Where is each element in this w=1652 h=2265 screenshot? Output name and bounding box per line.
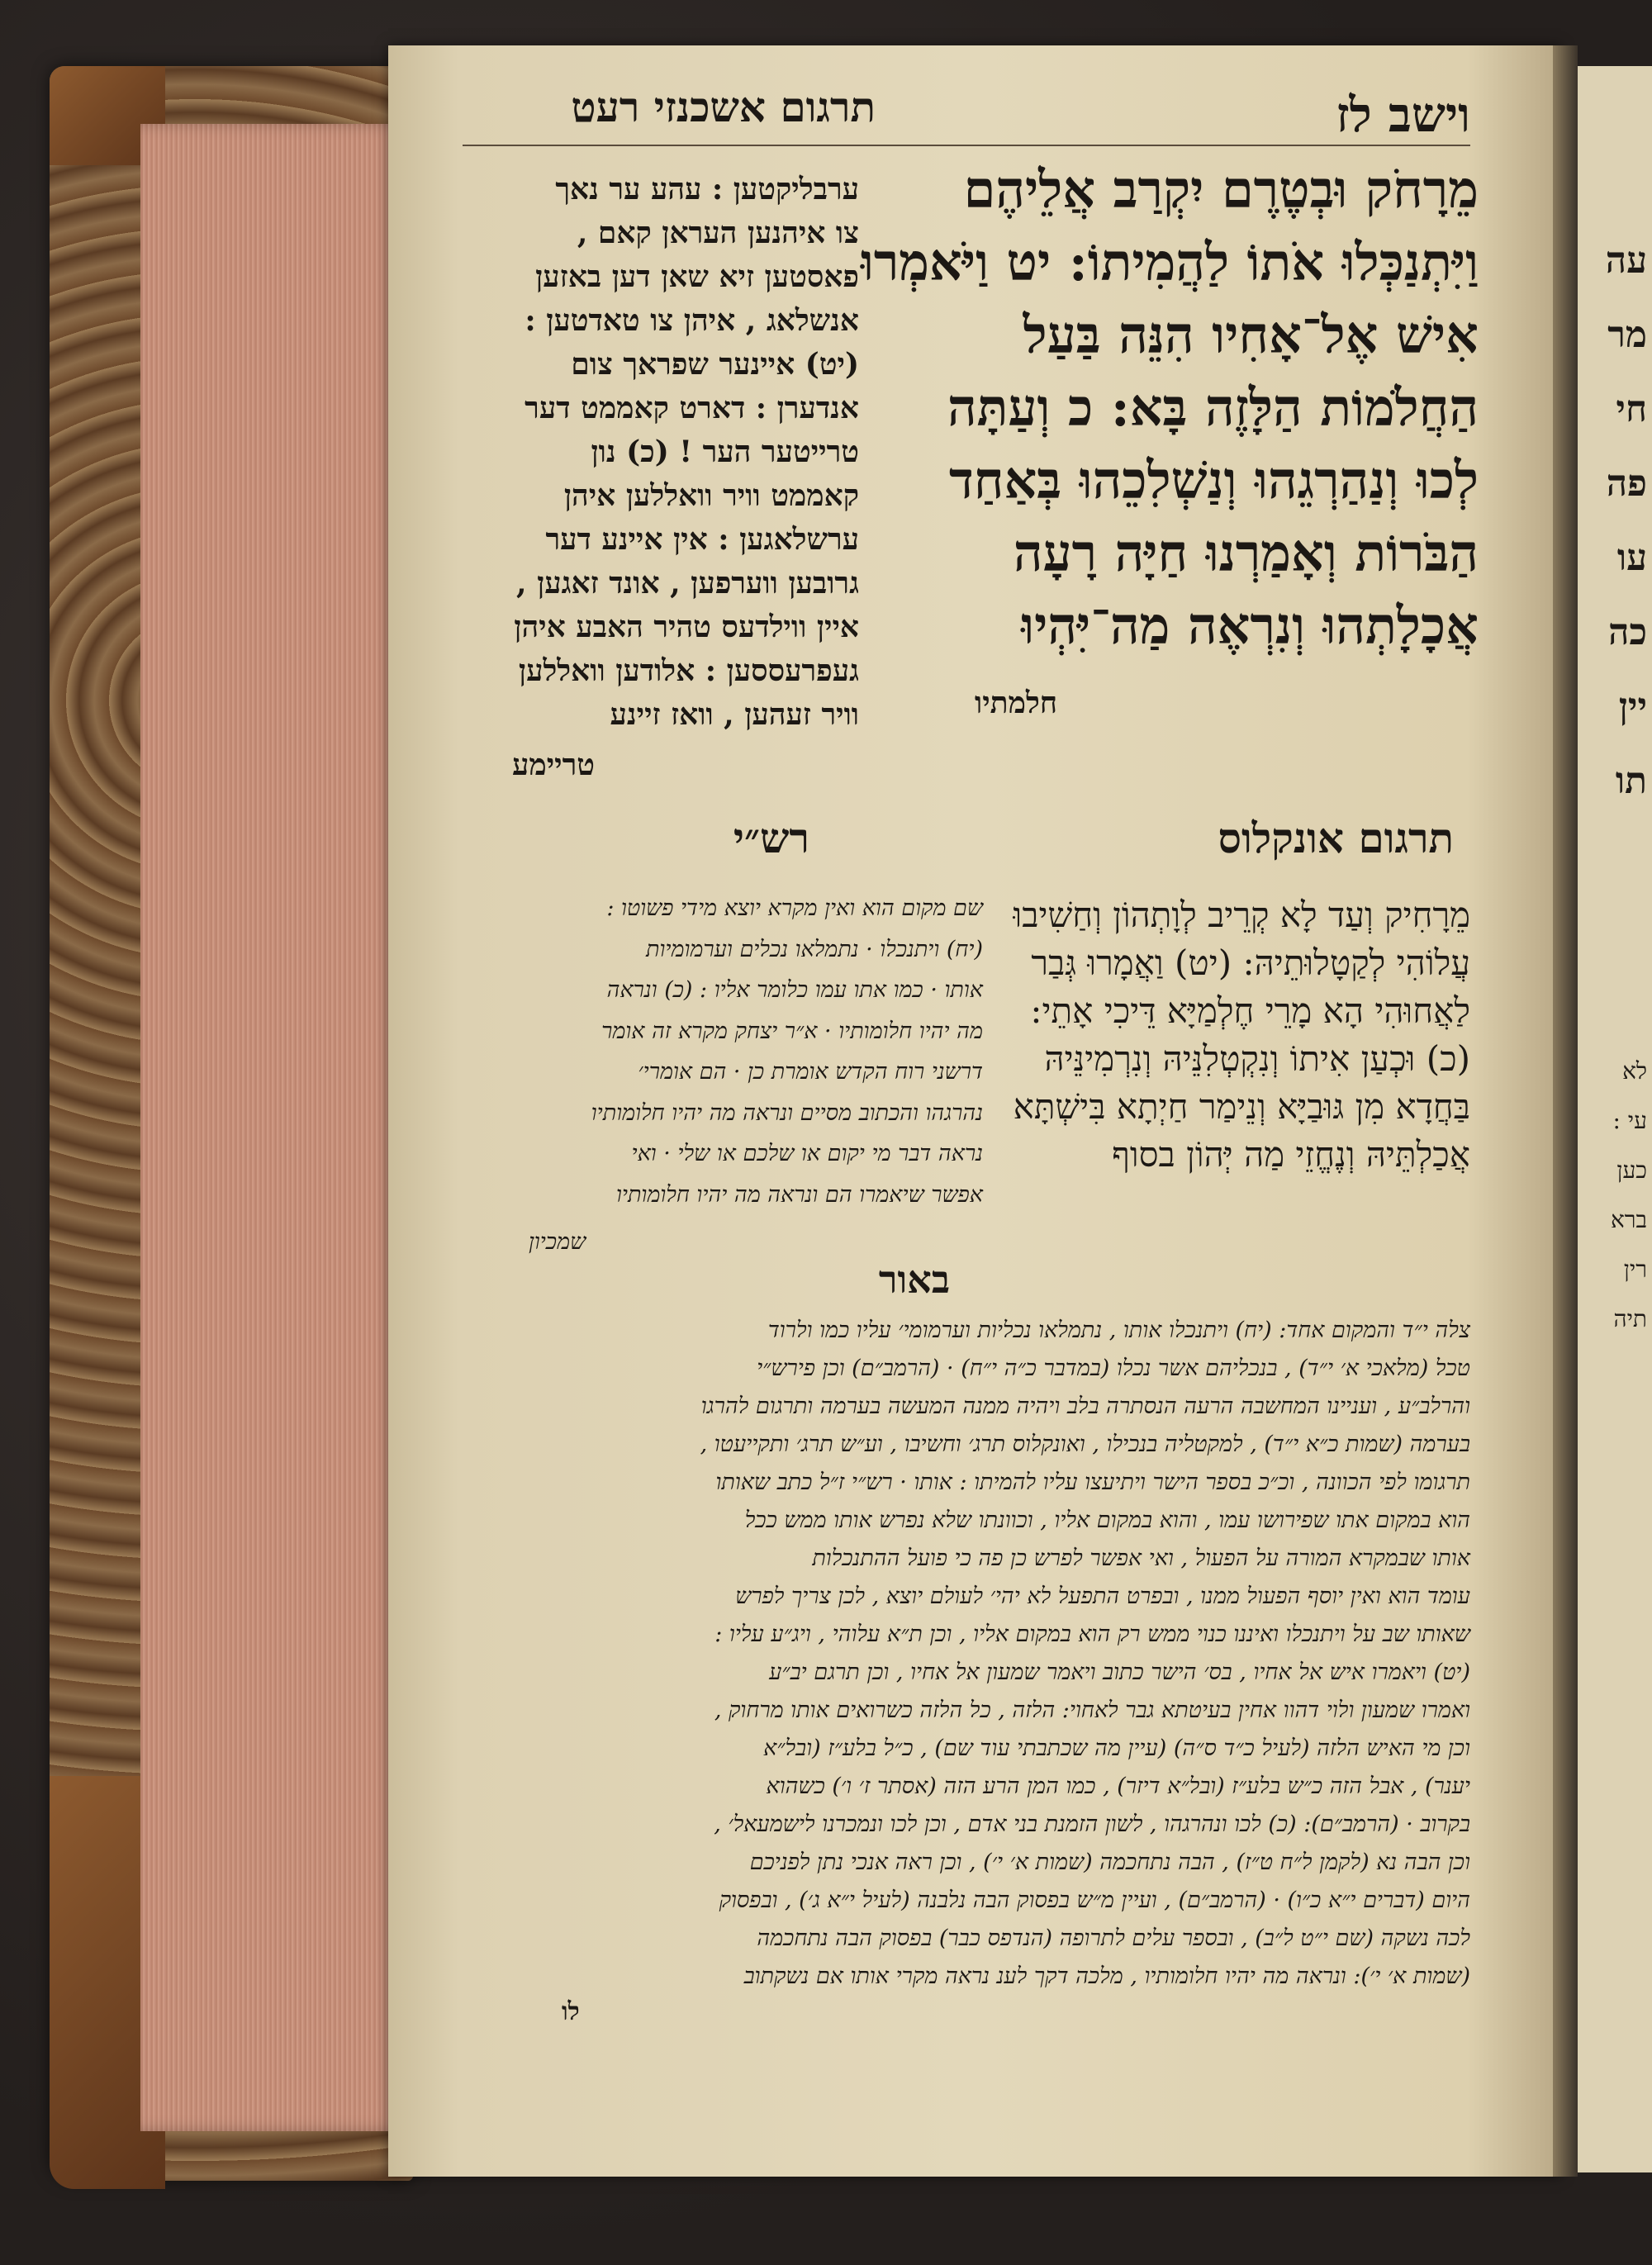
- biur-line: טכל (מלאכי א׳ י״ד) , בנכליהם אשר נכלו (במדבר כ״ה י״ח) · (הרמב״ם) וכן פירש״י: [757, 1356, 1470, 1381]
- rashi-line: (יח) ויתנכלו · נתמלאו נכלים וערמומיות: [646, 936, 983, 962]
- rashi-line: מה יהיו חלומותיו · א״ר יצחק מקרא זה אומר: [601, 1018, 983, 1044]
- german-line: וויר זעהען , וואז זיינע: [610, 697, 859, 732]
- rashi-line: דרשני רוח הקדש אומרת כן · הם אומרי׳: [638, 1059, 983, 1085]
- rashi-catchword: שמכיון: [529, 1229, 586, 1255]
- onkelos-line: עֲלוֹהִי לְקַטָלוּתֵיהּ: (יט) וַאֲמָרוּ גְּבַר: [1031, 943, 1470, 983]
- header-rule: [463, 145, 1470, 146]
- german-line: פאסטען זיא שאן דען באזען: [535, 259, 859, 294]
- german-line: אנשלאג , איהן צו טאדטען :: [525, 303, 859, 338]
- rashi-line: נראה דבר מי יקום או שלכם או שלי · ואי: [631, 1141, 983, 1166]
- rashi-heading: רש״י: [733, 814, 809, 862]
- onkelos-line: אֲכַלְתֵּיהּ וְנֶחֱזֵי מַה יְּהוֹן בסוף: [1112, 1134, 1470, 1175]
- biur-line: יענר) , אבל הזה כ״ש בלע״ז (ובל״א דיזר) , כמו המן הרע הזה (אסתר ז׳ ו׳) כשהוא: [766, 1774, 1470, 1799]
- verse-catchword: חלמתיו: [975, 686, 1058, 720]
- german-line: אנדערן : דארט קאממט דער: [525, 391, 859, 425]
- german-line: ערבליקטען : עהע ער נאך: [555, 172, 859, 207]
- rashi-line: נהרגהו והכתוב מסיים ונראה מה יהיו חלומותיו: [591, 1099, 983, 1126]
- biur-line: עומד הוא ואין יוסף הפעול ממנו , ובפרט התפעל לא יהי׳ לעולם יוצא , לכן צריך לפרש: [735, 1584, 1470, 1609]
- rashi-line: אפשר שיאמרו הם ונראה מה יהיו חלומותיו: [615, 1181, 983, 1208]
- german-line: צו איהנען העראן קאם ,: [577, 216, 859, 250]
- verse-line: אִישׁ אֶל־אָחִיו הִנֵּה בַּעַל: [1023, 305, 1479, 365]
- parasha-heading: וישב לז: [1336, 87, 1470, 143]
- verse-line: לְכוּ וְנַהַרְגֵהוּ וְנַשְׁלִכֵהוּ בְּאַחַד: [948, 450, 1479, 510]
- biur-line: היום (דברים י״א כ״ו) · (הרמב״ם) , ועיין מ״ש בפסוק הבה נלבנה (לעיל י״א ג׳) , ובפסוק: [719, 1888, 1470, 1913]
- german-line: געפרעססען : אלודען וואללען: [518, 653, 859, 688]
- german-line: טרייטער הער ! (כ) נון: [591, 434, 859, 469]
- biur-line: בקרוב · (הרמב״ם): (כ) לכו ונהרגהו , לשון הזמנת בני אדם , וכן לכו ונמכרנו לישמעאל׳ ,: [714, 1812, 1470, 1837]
- verse-line: הַחֲלֹמוֹת הַלָּזֶה בָּא: כ וְעַתָּה: [947, 378, 1479, 438]
- biur-line: (שמות א׳ י׳): ונראה מה יהיו חלומותיו , מלכה דקך לענ נראה מקרי אותו אם נשקתוב: [743, 1963, 1470, 1989]
- biur-line: (יט) ויאמרו איש אל אחיו , בס׳ הישר כתוב ויאמר שמעון אל אחיו , וכן תרגם יב״ע: [769, 1660, 1470, 1685]
- german-line: גרובען ווערפען , אונד זאגען ,: [516, 566, 859, 601]
- biur-line: וכן מי האיש הלזה (לעיל כ״ד ס״ה) (עיין מה שכתבתי עוד שם) , כ״ל בלע״ז (ובל״א: [763, 1736, 1470, 1761]
- biur-line: וכן הבה נא (לקמן ל״ח ט״ז) , הבה נתחכמה (שמות א׳ י׳) , וכן ראה אנכי נתן לפניכם: [749, 1850, 1470, 1875]
- biur-line: לכה נשקה (שם י״ט ל״ב) , ובספר עלים לתרופה (הנדפס כבר) בפסוק הבה נתחכמה: [757, 1925, 1470, 1951]
- biur-heading: באור: [878, 1257, 950, 1302]
- biur-line: בערמה (שמות כ״א י״ד) , למקטליה בנכילו , ואונקלוס תרג׳ וחשיבו , וע״ש תרג׳ ותקייעטו ,: [700, 1432, 1470, 1457]
- biur-line: הוא במקום אתו שפירושו עמו , והוא במקום אליו , וכוונתו שלא נפרש אותו ממש ככל: [744, 1508, 1470, 1533]
- book-gutter: [1553, 45, 1578, 2177]
- onkelos-line: בַּחֲדָא מִן גּוּבַיָּא וְנֵימַר חַיְתָא בִּישְׁתָּא: [1013, 1086, 1470, 1127]
- biur-line: והרלב״ע , ועניינו המחשבה הרעה הנסתרה בלב ויהיה ממנה המעשה בערמה ותרגום להרגו: [700, 1394, 1470, 1419]
- verse-line: מֵרָחֹק וּבְטֶרֶם יִקְרַב אֲלֵיהֶם: [963, 159, 1479, 220]
- verse-line: הַבֹּרוֹת וְאָמַרְנוּ חַיָּה רָעָה: [1013, 523, 1479, 583]
- biur-line: צלה י״ד והמקום אחד: (יח) ויתנכלו אותו , נתמלאו נכליות וערמומי׳ עליו כמו ולרוד: [767, 1318, 1470, 1343]
- onkelos-line: לַאֲחוּהִי הָא מָרֵי חֶלְמַיָּא דֵּיכִי אָתֵי:: [1030, 990, 1470, 1031]
- biur-line: תרגומו לפי הכוונה , וכ״כ בספר הישר ויתיעצו עליו להמיתו : אותו · רש״י ז״ל כתב שאותו: [715, 1470, 1470, 1495]
- biur-line: ואמרו שמעון ולוי דהוו אחין בעיטתא גבר לאחוי: הלזה , כל הלזה כשרואים אותו מרחוק ,: [714, 1698, 1470, 1723]
- biur-catchword: לו: [562, 1997, 580, 2026]
- verse-line: אֲכָלָתְהוּ וְנִרְאֶה מַה־יִּהְיוּ: [1021, 596, 1479, 656]
- onkelos-line: מֵרָחִיק וְעַד לָא קְרֵיב לְוָתְהוֹן וְחַשִׁיבוּ: [1013, 895, 1470, 935]
- rashi-line: שם מקום הוא ואין מקרא יוצא מידי פשוטו :: [606, 895, 983, 921]
- biur-line: שאותו שב על ויתנכלו ואיננו כנוי ממש רק הוא במקום אליו , וכן ת״א עלוהי , ויג״ע עליו :: [714, 1622, 1470, 1647]
- german-line: קאממט וויר וואללען איהן: [563, 478, 859, 513]
- german-translation-heading: תרגום אשכנזי רעט: [571, 83, 876, 131]
- onkelos-heading: תרגום אונקלוס: [1218, 814, 1454, 862]
- page-edges: [140, 124, 405, 2131]
- german-catchword: טריימע: [512, 748, 596, 782]
- onkelos-line: (כ) וּכְעַן אִיתוֹ וְנִקְטְלִנֵּיהּ וְנִרְמִינֵּיהּ: [1044, 1038, 1470, 1079]
- german-line: איין ווילדעס טהיר האבע איהן: [514, 610, 859, 644]
- rashi-line: אותו · כמו אתו עמו כלומר אליו : (כ) ונראה: [606, 977, 983, 1003]
- facing-page-fragment: עה מר חי פה עו כה יין תו לא עי : כען ברא רין תיה: [1578, 66, 1652, 2172]
- german-line: (יט) איינער שפראך צום: [571, 347, 859, 382]
- german-line: ערשלאגען : אין איינע דער: [545, 522, 859, 557]
- verse-line: וַיִּתְנַכְּלוּ אֹתוֹ לַהֲמִיתוֹ: יט וַיֹּאמְרוּ: [860, 232, 1479, 292]
- biur-line: אותו שבמקרא המורה על הפעול , ואי אפשר לפרש כן פה כי פועל ההתנכלות: [812, 1546, 1470, 1571]
